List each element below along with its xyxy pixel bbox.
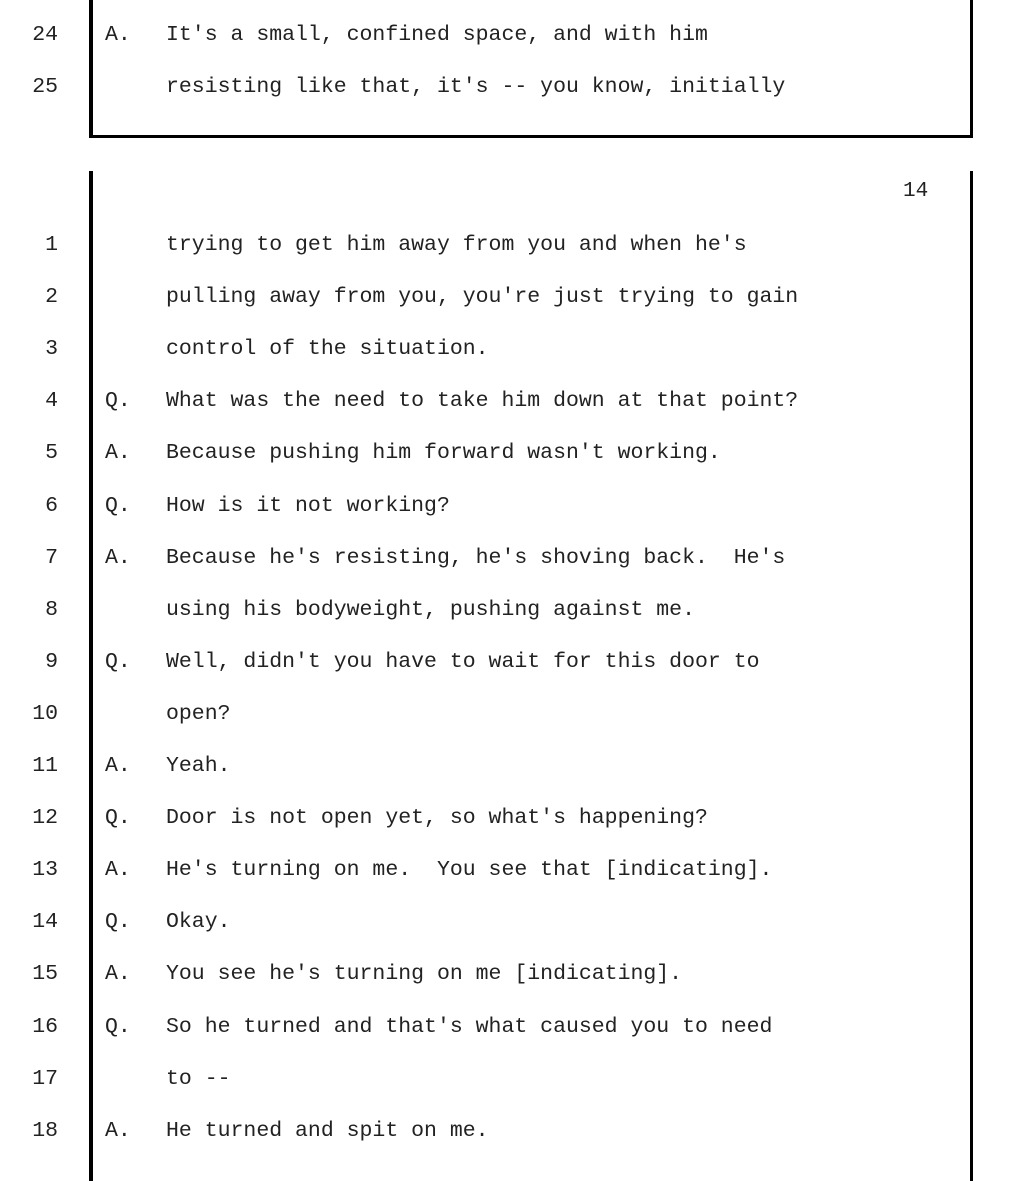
transcript-line <box>0 1059 1012 1099</box>
transcript-line <box>0 381 1012 421</box>
line-text: using his bodyweight, pushing against me. <box>166 597 695 622</box>
transcript-line <box>0 67 1012 107</box>
page-number: 14 <box>903 180 929 203</box>
line-text: It's a small, confined space, and with him <box>166 23 708 47</box>
transcript-line <box>0 798 1012 838</box>
line-number: 13 <box>32 858 58 883</box>
line-text: pulling away from you, you're just trying to gain <box>166 285 799 310</box>
line-number: 25 <box>32 75 58 100</box>
transcript-line <box>0 486 1012 526</box>
speaker-label: Q. <box>105 1014 131 1039</box>
speaker-label: A. <box>105 1118 131 1143</box>
line-number: 11 <box>32 754 58 778</box>
line-text: to -- <box>166 1066 231 1091</box>
speaker-label: A. <box>105 858 131 883</box>
line-number: 15 <box>32 962 58 987</box>
line-number: 4 <box>45 389 58 414</box>
transcript-line <box>0 277 1012 317</box>
line-text: resisting like that, it's -- you know, initially <box>166 75 786 100</box>
line-text: Well, didn't you have to wait for this door to <box>166 649 760 674</box>
transcript-line <box>0 538 1012 578</box>
line-number: 24 <box>32 23 58 47</box>
speaker-label: Q. <box>105 649 131 674</box>
line-text: open? <box>166 701 231 726</box>
line-text: What was the need to take him down at that point? <box>166 389 799 414</box>
line-number: 9 <box>45 649 58 674</box>
transcript-line <box>0 225 1012 265</box>
transcript-line <box>0 433 1012 473</box>
transcript-line <box>0 1111 1012 1151</box>
transcript-line <box>0 954 1012 994</box>
line-text: He turned and spit on me. <box>166 1118 489 1143</box>
line-number: 8 <box>45 597 58 622</box>
speaker-label: A. <box>105 441 131 466</box>
transcript-line <box>0 902 1012 942</box>
speaker-label: A. <box>105 23 131 47</box>
line-text: control of the situation. <box>166 337 489 362</box>
line-text: You see he's turning on me [indicating]. <box>166 962 683 987</box>
transcript-line <box>0 329 1012 369</box>
line-number: 18 <box>32 1118 58 1143</box>
line-number: 2 <box>45 285 58 310</box>
line-text: Yeah. <box>166 754 231 778</box>
line-text: Because pushing him forward wasn't working. <box>166 441 721 466</box>
line-text: Because he's resisting, he's shoving back. He's <box>166 545 786 570</box>
transcript-line <box>0 850 1012 890</box>
line-text: He's turning on me. You see that [indicating]. <box>166 858 773 883</box>
line-number: 5 <box>45 441 58 466</box>
line-number: 10 <box>32 701 58 726</box>
line-number: 1 <box>45 233 58 257</box>
speaker-label: Q. <box>105 910 131 935</box>
line-text: Door is not open yet, so what's happening? <box>166 806 708 831</box>
line-number: 16 <box>32 1014 58 1039</box>
line-number: 17 <box>32 1066 58 1091</box>
transcript-line <box>0 15 1012 55</box>
line-text: trying to get him away from you and when he's <box>166 233 747 257</box>
speaker-label: A. <box>105 754 131 778</box>
speaker-label: Q. <box>105 493 131 518</box>
line-number: 14 <box>32 910 58 935</box>
speaker-label: Q. <box>105 389 131 414</box>
line-number: 6 <box>45 493 58 518</box>
line-text: Okay. <box>166 910 231 935</box>
speaker-label: Q. <box>105 806 131 831</box>
transcript-line <box>0 590 1012 630</box>
line-number: 12 <box>32 806 58 831</box>
speaker-label: A. <box>105 545 131 570</box>
transcript-line <box>0 746 1012 786</box>
line-number: 7 <box>45 545 58 570</box>
transcript-line <box>0 642 1012 682</box>
line-text: How is it not working? <box>166 493 450 518</box>
speaker-label: A. <box>105 962 131 987</box>
line-text: So he turned and that's what caused you to need <box>166 1014 773 1039</box>
transcript-line <box>0 694 1012 734</box>
transcript-line <box>0 1007 1012 1047</box>
line-number: 3 <box>45 337 58 362</box>
